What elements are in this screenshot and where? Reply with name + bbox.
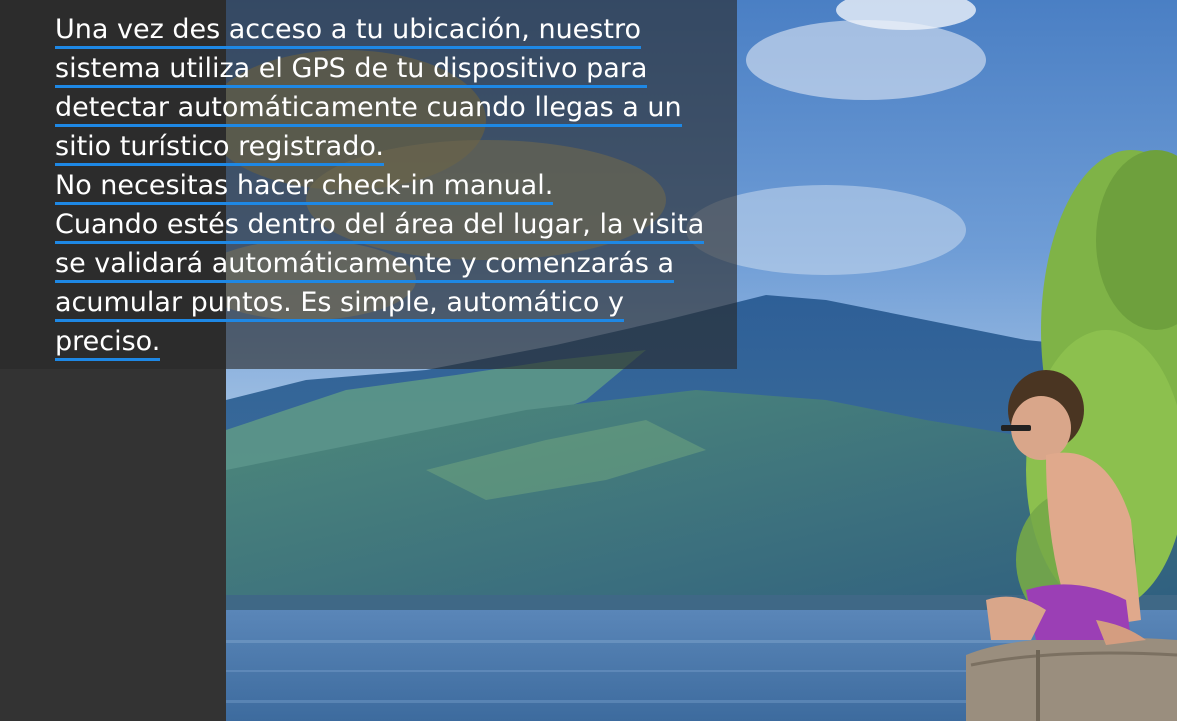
info-text-overlay [0,0,737,369]
info-paragraph-text: Una vez des acceso a tu ubicación, nuestro sistema utiliza el GPS de tu dispositivo para detectar automáticamente cuando llegas a un sitio turístico registrado. [55,14,682,166]
location-info-text [55,10,735,361]
info-paragraph [55,205,735,361]
info-paragraph [55,166,735,205]
info-paragraph [55,10,735,166]
info-paragraph-text: Cuando estés dentro del área del lugar, la visita se validará automáticamente y comenzarás a acumular puntos. Es simple, automático y preciso. [55,209,704,361]
info-paragraph-text: No necesitas hacer check-in manual. [55,170,553,205]
